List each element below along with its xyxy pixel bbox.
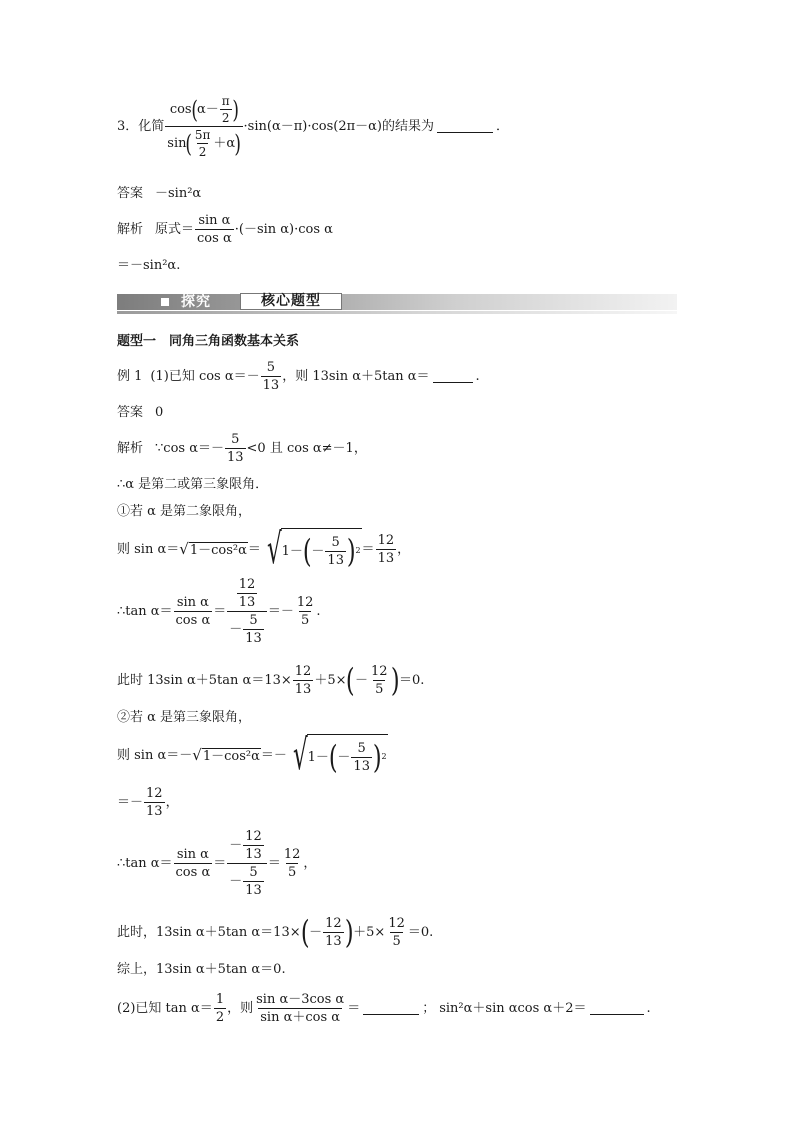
question-3-number: 3．化简 [117, 119, 165, 134]
case-2-heading: ②若 α 是第三象限角， [117, 710, 252, 725]
square-bullet-icon [161, 298, 169, 306]
sqrt-expression: √ 1－cos²α [192, 745, 260, 764]
analysis-label: 解析 [117, 441, 144, 456]
sqrt-expression: √ 1－cos²α [179, 539, 247, 558]
banner-tag-explore: 探究 [181, 294, 211, 310]
example-1: 例 1 (1)已知 cos α＝－ $\frac{5}{13}$ ，则 13sin α＋5tan α＝ . [117, 360, 480, 393]
compound-fraction: $\frac{12}{13}$ － $\frac{5}{13}$ [227, 578, 267, 645]
quadrant-statement: ∴α 是第二或第三象限角． [117, 477, 269, 492]
fraction-numerator: cos ( α－ $\frac{\pi}{2}$ ) [169, 94, 239, 125]
example-1-analysis: 解析 ∵cos α＝－ $\frac{5}{13}$ <0 且 cos α≠－1， [117, 432, 367, 465]
fraction-denominator: sin ( $\frac{5\pi}{2}$ ＋α ) [167, 128, 242, 159]
answer-blank[interactable] [433, 370, 473, 383]
case-1-heading: ①若 α 是第二象限角， [117, 504, 252, 519]
example-1-part-2: (2)已知 tan α＝ $\frac{1}{2}$ ，则 $\frac{\text{sin α－3cos α}}{\text{sin α＋cos α}}$ ＝ ； sin²α＋sin αcos α＋2＝ . [117, 992, 651, 1025]
question-3-answer [117, 187, 201, 200]
answer-blank[interactable] [590, 1002, 644, 1015]
case-1-tan: ∴tan α＝ $\frac{\text{sin α}}{\text{cos α}}$ ＝ $\frac{12}{13}$ － $\frac{5}{13}$ ＝－ $\frac{12}{5}$ . [117, 577, 321, 646]
sqrt-expression: √ 1－ ( － $\frac{5}{13}$ ) 2 [292, 730, 387, 779]
case-1-sin: 则 sin α＝ √ 1－cos²α ＝ √ 1－ ( － $\frac{5}{13}$ ) 2 ＝ $\frac{12}{13}$ ， [117, 524, 411, 573]
banner-tag-core-types: 核心题型 [240, 293, 342, 310]
analysis-label: 解析 [117, 222, 144, 237]
case-1-result: 此时 13sin α＋5tan α＝13× $\frac{12}{13}$ ＋5× ( － $\frac{12}{5}$ ) ＝0. [117, 661, 425, 699]
answer-value: －sin²α [155, 186, 202, 201]
case-2-sin: 则 sin α＝－ √ 1－cos²α ＝－ √ 1－ ( － $\frac{5}{13}$ ) 2 [117, 730, 387, 779]
answer-value: 0 [155, 405, 164, 420]
compound-fraction: － $\frac{12}{13}$ － $\frac{5}{13}$ [227, 830, 267, 897]
sqrt-expression: √ 1－ ( － $\frac{5}{13}$ ) 2 [266, 524, 361, 573]
case-2-tan: ∴tan α＝ $\frac{\text{sin α}}{\text{cos α}}$ ＝ － $\frac{12}{13}$ － $\frac{5}{13}$ ＝ $\frac{12}{5}$ ， [117, 829, 317, 898]
question-3: 3．化简 cos ( α－ $\frac{\pi}{2}$ ) sin ( $\frac{5\pi}{2}$ ＋α ) ·sin(α－π)·cos(2π－α)的结果为 ． [117, 94, 510, 159]
answer-blank[interactable] [437, 120, 493, 133]
example-label: 例 1 [117, 369, 143, 384]
question-3-analysis: 解析 原式＝ $\frac{\text{sin α}}{\text{cos α}}$ ·(－sin α)·cos α [117, 213, 333, 246]
example-1-answer [117, 406, 163, 419]
answer-label: 答案 [117, 186, 144, 201]
type-heading: 题型一 同角三角函数基本关系 [117, 334, 300, 349]
summary: 综上，13sin α＋5tan α＝0. [117, 962, 286, 977]
question-3-fraction [165, 95, 242, 158]
case-2-result: 此时，13sin α＋5tan α＝13× ( － $\frac{12}{13}$ ) ＋5× $\frac{12}{5}$ ＝0. [117, 913, 434, 951]
case-2-sin-value: ＝－ $\frac{12}{13}$ ， [117, 786, 179, 819]
answer-blank[interactable] [363, 1002, 419, 1015]
answer-label: 答案 [117, 405, 144, 420]
analysis-result: ＝－sin²α. [117, 258, 181, 273]
section-banner [117, 294, 677, 316]
